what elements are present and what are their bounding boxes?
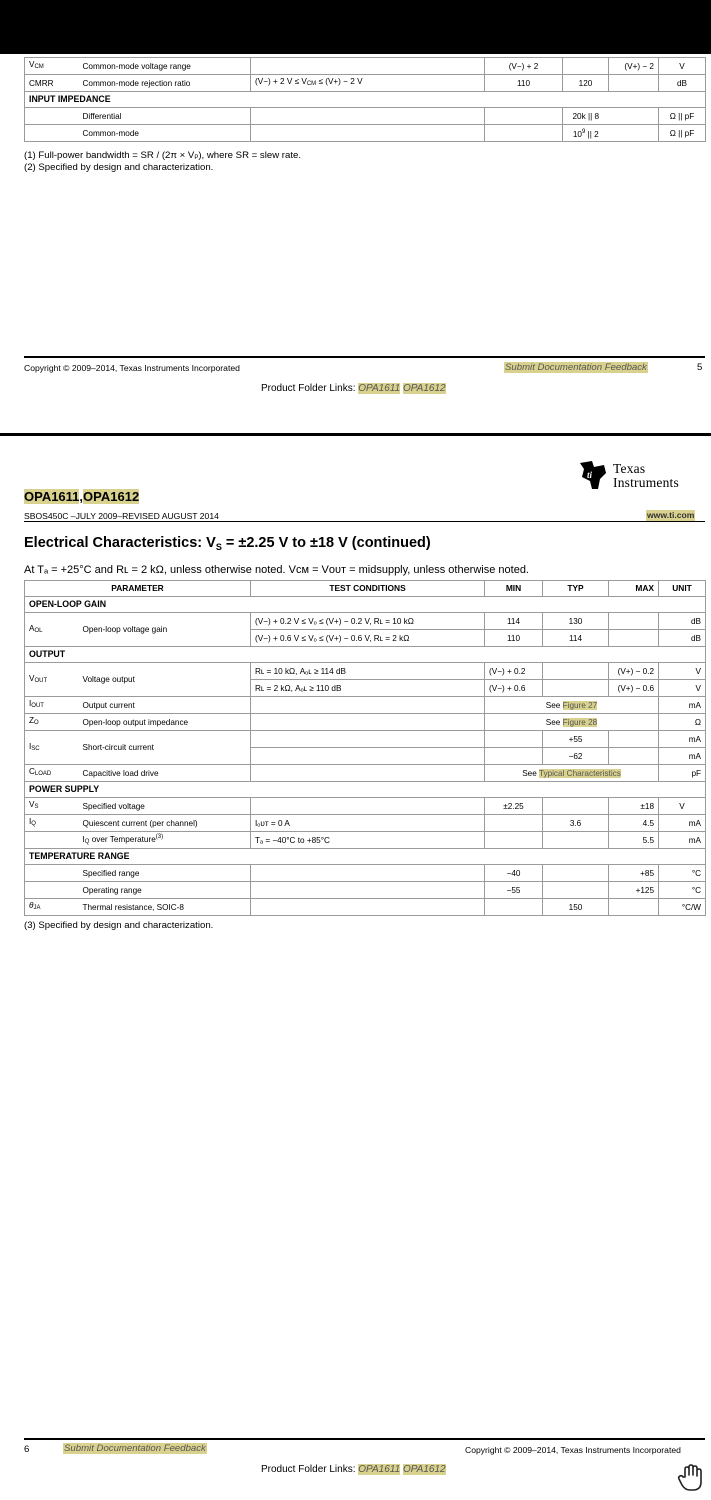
table-row: IQ over Temperature$^{(3)}$ Tₐ = −40°C to +85°C 5.5 mA	[25, 832, 706, 849]
page6-footer-rule	[24, 1438, 705, 1440]
page5-number: 5	[697, 362, 703, 373]
page6-feedback-link[interactable]: Submit Documentation Feedback	[64, 1443, 206, 1454]
top-black-bar	[0, 0, 711, 54]
page5-feedback-link[interactable]: Submit Documentation Feedback	[505, 362, 647, 373]
header-rule	[24, 521, 705, 522]
table-row: Common-mode $10^9$ || 2 Ω || pF	[25, 125, 706, 142]
page6-product-links: Product Folder Links: OPA1611 OPA1612	[261, 1464, 446, 1475]
param-cell: Common-mode voltage range	[79, 58, 251, 75]
table-row: VOUT Voltage output Rʟ = 10 kΩ, Aₒʟ ≥ 114 dB (V−) + 0.2 (V+) − 0.2 V	[25, 663, 706, 680]
website-link[interactable]: www.ti.com	[647, 510, 695, 520]
product-link-opa1612[interactable]: OPA1612	[402, 383, 446, 394]
conditions-note: At Tₐ = +25°C and Rʟ = 2 kΩ, unless otherwise noted. Vᴄᴍ = Vᴏᴜᴛ = midsupply, unless otherwise noted.	[24, 564, 529, 576]
table-row: CMRR Common-mode rejection ratio (V−) + 2 V ≤ VCM ≤ (V+) − 2 V 110 120 dB	[25, 75, 706, 92]
section-heading: TEMPERATURE RANGE	[25, 849, 706, 865]
table-row: CLOAD Capacitive load drive See Typical Characteristics pF	[25, 765, 706, 782]
section-heading: INPUT IMPEDANCE	[25, 92, 706, 108]
page5-spec-table	[24, 57, 706, 142]
product-link-opa1611[interactable]: OPA1611	[358, 1464, 401, 1475]
table-header-row: PARAMETER TEST CONDITIONS MIN TYP MAX UNIT	[25, 581, 706, 597]
page-separator	[0, 433, 711, 436]
section-heading: POWER SUPPLY	[25, 782, 706, 798]
footnote-1: (1) Full-power bandwidth = SR / (2π × VP), where SR = slew rate.	[24, 150, 301, 161]
figure-27-link[interactable]: Figure 27	[562, 700, 598, 710]
ti-logo-icon	[578, 459, 608, 491]
page6-copyright: Copyright © 2009–2014, Texas Instruments Incorporated	[465, 1445, 681, 1455]
section-heading: OPEN-LOOP GAIN	[25, 597, 706, 613]
table-row: ISC Short-circuit current +55 mA	[25, 731, 706, 748]
page5-footer-rule	[24, 356, 705, 358]
table-row: −62 mA	[25, 748, 706, 765]
figure-28-link[interactable]: Figure 28	[562, 717, 598, 727]
table-row: ZO Open-loop output impedance See Figure 28 Ω	[25, 714, 706, 731]
doc-id: SBOS450C –JULY 2009–REVISED AUGUST 2014	[24, 511, 219, 521]
table-row: (V−) + 0.6 V ≤ Vₒ ≤ (V+) − 0.6 V, Rʟ = 2 kΩ 110 114 dB	[25, 630, 706, 647]
ti-wordmark: Texas Instruments	[613, 461, 679, 490]
page5-copyright: Copyright © 2009–2014, Texas Instruments Incorporated	[24, 363, 240, 373]
table-row: Differential 20k || 8 Ω || pF	[25, 108, 706, 125]
footnote-3: (3) Specified by design and characterization.	[24, 920, 214, 931]
table-row: VS Specified voltage ±2.25 ±18 V	[25, 798, 706, 815]
table-row: VCM Common-mode voltage range (V−) + 2 (V+) − 2 V	[25, 58, 706, 75]
table-row: Operating range −55 +125 °C	[25, 882, 706, 899]
product-link-opa1612[interactable]: OPA1612	[402, 1464, 446, 1475]
typical-characteristics-link[interactable]: Typical Characteristics	[538, 768, 621, 778]
header-link-opa1612[interactable]: OPA1612	[83, 489, 140, 504]
header-link-opa1611[interactable]: OPA1611	[24, 489, 80, 504]
section-heading: OUTPUT	[25, 647, 706, 663]
svg-text:ti: ti	[587, 470, 593, 480]
footnote-2: (2) Specified by design and characterization.	[24, 162, 214, 173]
table-row: AOL Open-loop voltage gain (V−) + 0.2 V ≤ Vₒ ≤ (V+) − 0.2 V, Rʟ = 10 kΩ 114 130 dB	[25, 613, 706, 630]
table-row: Rʟ = 2 kΩ, Aₒʟ ≥ 110 dB (V−) + 0.6 (V+) − 0.6 V	[25, 680, 706, 697]
page5-product-links: Product Folder Links: OPA1611 OPA1612	[261, 383, 446, 394]
hand-cursor-icon	[676, 1463, 706, 1493]
table-row: Specified range −40 +85 °C	[25, 865, 706, 882]
table-row: IOUT Output current See Figure 27 mA	[25, 697, 706, 714]
section-title: Electrical Characteristics: $V_S = \pm 2.25$ V to ±18 V (continued)	[24, 535, 431, 552]
table-row: θJA Thermal resistance, SOIC-8 150 °C/W	[25, 899, 706, 916]
page6-number: 6	[24, 1444, 30, 1455]
doc-header-parts: OPA1611,OPA1612	[24, 489, 140, 504]
table-row: IQ Quiescent current (per channel) Iₒᴜᴛ = 0 A 3.6 4.5 mA	[25, 815, 706, 832]
page6-spec-table	[24, 580, 706, 916]
product-link-opa1611[interactable]: OPA1611	[358, 383, 401, 394]
